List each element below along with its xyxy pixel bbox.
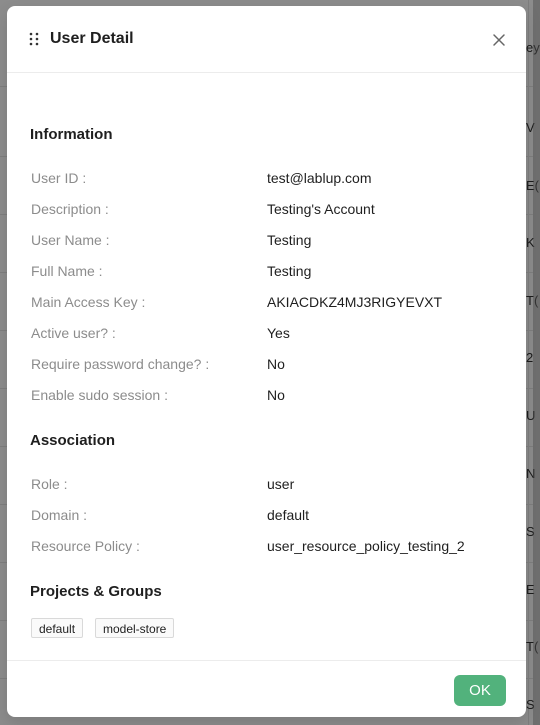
full-name-value: Testing bbox=[267, 263, 312, 279]
background-cell-text: T( bbox=[526, 639, 539, 654]
modal-header[interactable] bbox=[7, 6, 526, 73]
modal-body bbox=[7, 73, 526, 661]
enable-sudo-session-label: Enable sudo session : bbox=[31, 387, 168, 403]
background-cell-text: T( bbox=[526, 293, 539, 308]
role-label: Role : bbox=[31, 476, 68, 492]
description-label: Description : bbox=[31, 201, 109, 217]
background-cell-text: U bbox=[526, 408, 536, 423]
background-cell-text: 2 bbox=[526, 350, 534, 365]
domain-label: Domain : bbox=[31, 507, 88, 523]
association-section-title: Association bbox=[30, 432, 116, 449]
user-name-value: Testing bbox=[267, 232, 312, 248]
user-detail-modal bbox=[7, 6, 526, 717]
projects-groups-section-title: Projects & Groups bbox=[30, 583, 162, 600]
close-icon[interactable] bbox=[491, 32, 507, 48]
background-cell-text: K bbox=[526, 235, 535, 250]
main-access-key-value: AKIACDKZ4MJ3RIGYEVXT bbox=[267, 294, 443, 310]
user-id-value: test@lablup.com bbox=[267, 170, 372, 186]
resource-policy-value: user_resource_policy_testing_2 bbox=[267, 538, 465, 554]
background-cell-text: S bbox=[526, 524, 535, 539]
modal-footer bbox=[7, 660, 526, 717]
active-user-value: Yes bbox=[267, 325, 290, 341]
require-password-change-value: No bbox=[267, 356, 285, 372]
project-tag-model-store: model-store bbox=[95, 618, 174, 638]
full-name-label: Full Name : bbox=[31, 263, 103, 279]
background-cell-text: V bbox=[526, 120, 535, 135]
ok-button[interactable]: OK bbox=[454, 675, 506, 706]
enable-sudo-session-value: No bbox=[267, 387, 285, 403]
user-id-label: User ID : bbox=[31, 170, 87, 186]
drag-handle-icon[interactable] bbox=[29, 32, 39, 46]
background-cell-text: E( bbox=[526, 178, 539, 193]
role-value: user bbox=[267, 476, 295, 492]
active-user-label: Active user? : bbox=[31, 325, 116, 341]
project-tag-default: default bbox=[31, 618, 83, 638]
background-cell-text: S bbox=[526, 697, 535, 712]
background-cell-text: ey bbox=[526, 40, 540, 55]
background-cell-text: N bbox=[526, 466, 536, 481]
user-name-label: User Name : bbox=[31, 232, 110, 248]
domain-value: default bbox=[267, 507, 310, 523]
description-value: Testing's Account bbox=[267, 201, 375, 217]
require-password-change-label: Require password change? : bbox=[31, 356, 210, 372]
main-access-key-label: Main Access Key : bbox=[31, 294, 146, 310]
modal-title: User Detail bbox=[50, 30, 134, 47]
information-section-title: Information bbox=[30, 126, 113, 143]
resource-policy-label: Resource Policy : bbox=[31, 538, 140, 554]
background-cell-text: E bbox=[526, 582, 535, 597]
